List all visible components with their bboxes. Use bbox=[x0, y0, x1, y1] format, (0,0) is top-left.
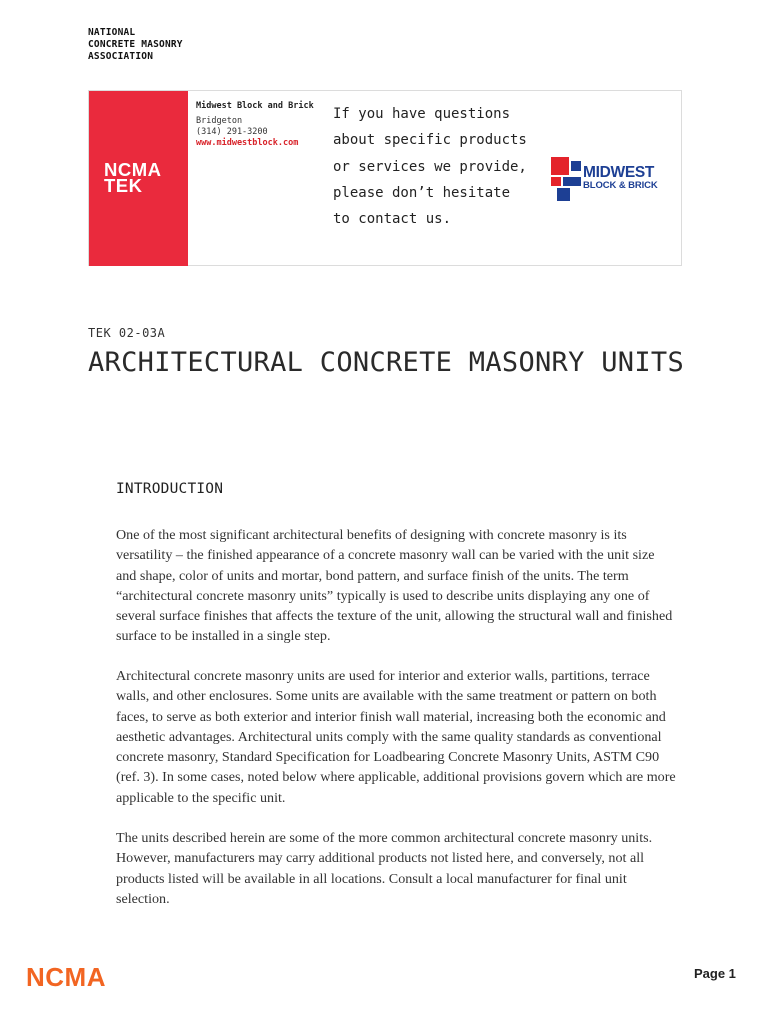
org-name-line-3: ASSOCIATION bbox=[88, 51, 154, 62]
intro-paragraph-1: One of the most significant architectural benefits of designing with concrete masonry is its versatility – the finished appearance of a concrete masonry wall can be varied with the unit size and shape, color of units and mortar, bond pattern, and surface finish of the units. The term “architectural concrete masonry units” typically is used to describe units displaying any one of several surface finishes that affects the texture of the unit, allowing the structural wall and finished surface to be installed in a single step. bbox=[116, 527, 673, 645]
manufacturer-phone: (314) 291-3200 bbox=[196, 127, 268, 137]
midwest-block-brick-logo bbox=[551, 155, 671, 203]
contact-message: If you have questions about specific products or services we provide, please don’t hesitate to contact us. bbox=[333, 106, 527, 228]
midwest-logo-word-1: MIDWEST bbox=[583, 164, 655, 181]
manufacturer-website-link[interactable]: www.midwestblock.com bbox=[196, 138, 299, 148]
org-name-line-2: CONCRETE MASONRY bbox=[88, 39, 183, 50]
manufacturer-name: Midwest Block and Brick bbox=[196, 101, 314, 111]
document-code: TEK 02-03A bbox=[88, 326, 166, 340]
organization-name bbox=[88, 27, 183, 63]
midwest-logo-wordmark bbox=[583, 165, 658, 191]
manufacturer-contact bbox=[196, 101, 314, 149]
manufacturer-city: Bridgeton bbox=[196, 116, 243, 126]
intro-paragraph-3: The units described herein are some of the more common architectural concrete masonry units. However, manufacturers may carry additional products not listed here, and conversely, not all products listed will be available in all locations. Consult a local manufacturer for final unit selection. bbox=[116, 830, 653, 907]
ncma-footer-logo: NCMA bbox=[26, 962, 106, 992]
ncma-tek-logo bbox=[104, 159, 162, 196]
intro-paragraph-2: Architectural concrete masonry units are used for interior and exterior walls, partitions, terrace walls, and other enclosures. Some units are available with the same treatment or pattern on both faces, to serve as both exterior and interior finish wall material, increasing both the economic and aesthetic advantages. Architectural units comply with the same quality standards as conventional concrete masonry, Standard Specification for Loadbearing Concrete Masonry Units, ASTM C90 (ref. 3). In some cases, noted below where applicable, additional provisions govern which are more applicable to the specific unit. bbox=[116, 668, 676, 806]
section-heading-introduction: INTRODUCTION bbox=[116, 481, 224, 497]
org-name-line-1: NATIONAL bbox=[88, 27, 136, 38]
document-title: ARCHITECTURAL CONCRETE MASONRY UNITS bbox=[88, 347, 684, 378]
tek-logo-line-2: TEK bbox=[104, 175, 143, 196]
midwest-logo-squares-icon bbox=[551, 157, 581, 201]
page-number: Page 1 bbox=[694, 966, 736, 981]
tek-logo-line-1: NCMA bbox=[104, 159, 162, 180]
ncma-tek-badge bbox=[89, 91, 188, 266]
manufacturer-banner bbox=[88, 90, 682, 266]
midwest-logo-word-2: BLOCK & BRICK bbox=[583, 180, 658, 191]
